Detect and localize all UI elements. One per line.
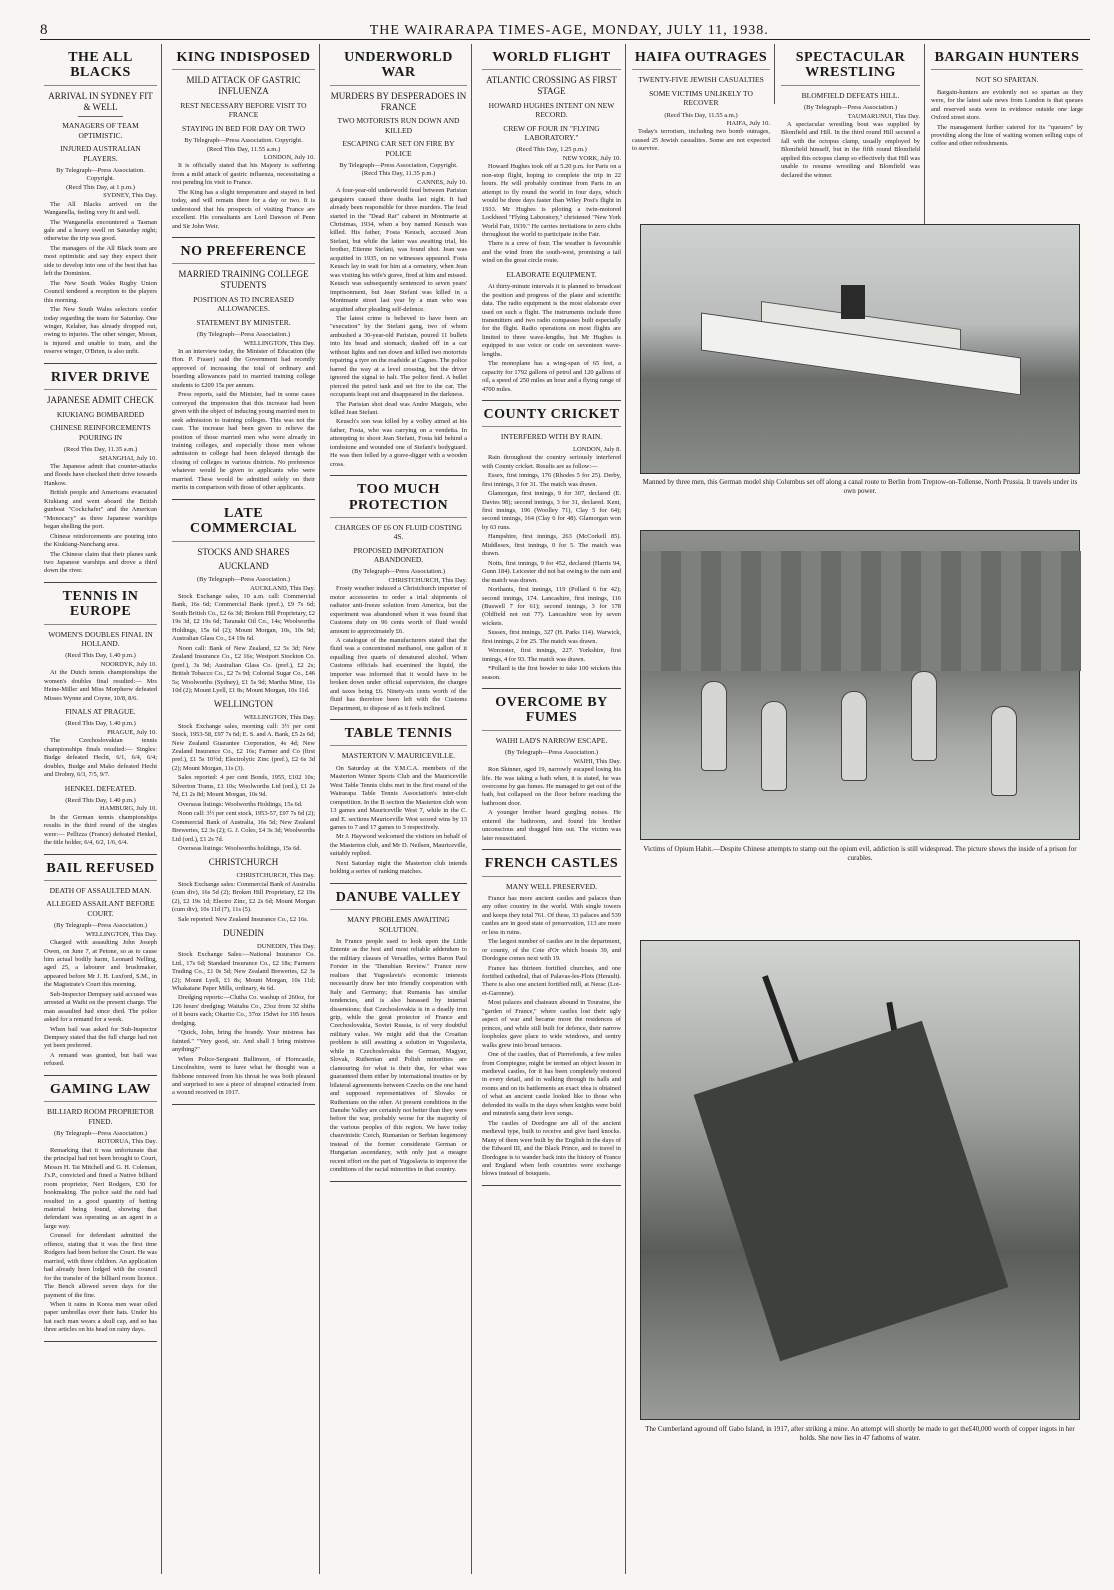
headline: KING INDISPOSED <box>172 50 315 70</box>
paragraph: Overseas listings: Woolworths holdings, 15s 6d. <box>178 845 302 852</box>
column-2 <box>168 44 320 1574</box>
subheadline: FINALS AT PRAGUE. <box>65 707 136 717</box>
article-too-much-protection <box>330 482 467 720</box>
subheadline: KIUKIANG BOMBARDED <box>56 409 145 419</box>
paragraph: The All Blacks arrived on the Wanganella, feeling very fit and well. <box>44 200 157 217</box>
paragraph: Counsel for defendant admitted the offence, stating that it was the first time Rodgers had been before the Court. He was married, with three children. An application had already been lodged with the council for the transfer of the billiard room licence. The Bench allowed seven days for the payment of the fine. <box>44 1232 157 1299</box>
subheadline: JAPANESE ADMIT CHECK <box>46 395 155 406</box>
headline: DANUBE VALLEY <box>330 890 467 910</box>
dateline: (By Telegraph—Press Association.) <box>196 576 291 584</box>
paragraph: Dredging reports:—Clutha Co. washup of 260oz, for 126 hours' dredging; Waitahu Co., 23oz from 32 shifts of 8 hours each; Okarito Co., 37oz 15dwt for 195 hours dredging. <box>172 994 315 1027</box>
paragraph: Glamorgan, first innings, 9 for 307, declared (E. Davies 98); second innings, 3 for 31, declared. Kent, first innings, 196 (Woolley 71), Clay 5 for 64); second innings, 164 (Clay 6 for 48). Glamorgan won by 63 runs. <box>482 490 621 531</box>
paragraph: It is officially stated that his Majesty is suffering from a mild attack of gastric influenza, necessitating a rest pending his visit to France. <box>172 162 315 187</box>
paragraph: Overseas listings: Woolworths Holdings, 15s 6d. <box>178 800 303 808</box>
dateline: SYDNEY, This Day. <box>103 192 157 200</box>
dateline: (Recd This Day, 11.35 a.m.) <box>63 446 138 454</box>
newspaper-title: THE WAIRARAPA TIMES-AGE, MONDAY, JULY 11, 1938. <box>369 23 769 38</box>
subheadline: TWENTY-FIVE JEWISH CASUALTIES <box>638 75 764 85</box>
article-tennis-in-europe <box>44 589 157 855</box>
column-5 <box>628 44 775 153</box>
subheadline: MANY WELL PRESERVED. <box>506 881 597 891</box>
paragraph: Ron Skinner, aged 19, narrowly escaped losing his life. He was taking a bath when, it is stated, he was overcome by gas fumes. He managed to get out of the bath, but collapsed on the floor before reaching the bathroom door. <box>482 766 621 807</box>
photo-caption: Manned by three men, this German model ship Columbus set off along a canal route to Berlin from Treptow-on-Tollense, North Prussia. It travels under its own power. <box>642 478 1078 496</box>
headline: NO PREFERENCE <box>172 244 315 264</box>
paragraph: A younger brother heard gurgling noises. He entered the bathroom, and found his brother unconscious and dragged him out. The victim was later resuscitated. <box>482 809 621 842</box>
article-river-drive <box>44 370 157 583</box>
building-shape <box>641 551 1081 671</box>
ship-funnel-shape <box>841 285 865 319</box>
paragraph: The largest number of castles are in the department, or county, of the Cote d'Or which boasts 39, and Dordogne comes next with 19. <box>482 938 621 963</box>
subheadline: MASTERTON V. MAURICEVILLE. <box>341 751 456 761</box>
dateline: (Recd This Day, 11.55 a.m.) <box>206 145 281 153</box>
paragraph: Today's terrorism, including two bomb outrages, caused 25 Jewish casualties. Some are not expected to survive. <box>632 128 770 153</box>
subheadline: ATLANTIC CROSSING AS FIRST STAGE <box>486 75 617 97</box>
subheadline: MURDERS BY DESPERADOES IN FRANCE <box>330 90 467 112</box>
city-heading: DUNEDIN <box>223 927 264 938</box>
headline: GAMING LAW <box>44 1082 157 1102</box>
article-king-indisposed <box>172 50 315 238</box>
subheadline: ELABORATE EQUIPMENT. <box>506 269 597 279</box>
paragraph: The New South Wales Rugby Union Council tendered a reception to the players this morning. <box>44 279 157 304</box>
city-heading: WELLINGTON <box>213 699 274 710</box>
subheadline: ALLEGED ASSAILANT BEFORE COURT. <box>46 899 155 918</box>
subheadline: ESCAPING CAR SET ON FIRE BY POLICE <box>342 139 455 158</box>
dateline: (By Telegraph—Press Association.) <box>504 749 599 757</box>
subheadline: MARRIED TRAINING COLLEGE STUDENTS <box>178 269 309 291</box>
paragraph: A catalogue of the manufacturers stated that the fluid was a concentrated methanol, one gallon of it equalling five quarts of denatured alcohol. When Customs officials had examined the liquid, the importer was informed that it would have to be broken down under official supervision, the charges and taxes being £6. Ninety-six cents worth of the fluid has therefore been left with the Customs Department, to dispose of as it feels inclined. <box>330 637 467 712</box>
paragraph: A remand was granted, but bail was refused. <box>44 1051 157 1068</box>
dateline: CANNES, July 10. <box>417 178 467 186</box>
paragraph: The managers of the All Black team are most optimistic and say they expect their side to develop into one of the best that has left the Dominion. <box>44 244 157 278</box>
paragraph: France has more ancient castles and palaces than any other country in the world. With single towers and keeps they total 761. Of these, 33 palaces and 539 castles are in good state of preservation, 113 are more or less in ruins. <box>482 894 621 936</box>
dateline: (By Telegraph—Press Association.) <box>351 568 446 576</box>
photo-opium-prison <box>640 530 1080 840</box>
paragraph: Northants, first innings, 119 (Pollard 6 for 42); second innings, 174. Lancashire, first innings, 116 (Buswell 7 for 61); second innings, 3 for 178 (Oldfield not out 77). Lancashire won by seven wickets. <box>482 586 621 627</box>
dateline: WELLINGTON, This Day. <box>85 930 157 938</box>
dateline: NEW YORK, July 10. <box>562 154 621 162</box>
dateline: (By Telegraph—Press Association.) <box>196 331 291 339</box>
dateline: (Recd This Day, 11.55 a.m.) <box>664 111 738 119</box>
subheadline: INTERFERED WITH BY RAIN. <box>500 432 603 442</box>
paragraph: Frosty weather induced a Christchurch importer of motor accessories to order a trial shipments of radiator anti-freeze solution from America, but the experiment was abandoned when it was found that Customs duty on 96 cents worth of fluid would amount to approximately £6. <box>330 585 467 635</box>
paragraph: Sub-Inspector Dempsey said accused was arrested at Waihi on the present charge. The man assaulted had since died. The police asked for a remand for a week. <box>44 990 157 1024</box>
paragraph: On Saturday at the Y.M.C.A. members of the Masterton Winter Sports Club and the Mauriceville West Table Tennis clubs met in the first round of the Wairarapa Table Tennis Association's inter-club competition. In the B section the Masterton club won 13 games and Mauriceville West 7, while in the C. and E. sections Mauriceville West scored wins by 13 games to 7 and 17 games to 3 respectively. <box>330 764 467 832</box>
paragraph: Remarking that it was unfortunate that the principal had not been brought to Court, Messrs H. Tai Mitchell and G. H. Coleman, J's.P., convicted and fined a Native billiard room proprietor, Neri Rodgers, £30 for bookmaking. The police said the raid had resulted in a good quantity of betting material being found, showing that defendant was operating as an agent in a large way. <box>44 1146 157 1230</box>
paragraph: The Chinese claim that their planes sank two Japanese warships and drove a third down the river. <box>44 550 157 575</box>
subheadline: CHINESE REINFORCEMENTS POURING IN <box>50 423 151 442</box>
subheadline: PROPOSED IMPORTATION ABANDONED. <box>353 545 444 565</box>
dateline: (Recd This Day, 1.25 p.m.) <box>516 146 587 154</box>
headline: RIVER DRIVE <box>44 370 157 390</box>
paragraph: Rain throughout the country seriously interfered with County cricket. Results are as follow:— <box>482 454 621 470</box>
paragraph: Noon call: 3½ per cent stock, 1953-57, £97 7s 6d (2); Commercial Bank of Australia, 16s 5d; New Zealand Breweries, £2 3s (2); G. J. Coles, £4 3s 3d; Woolworths Ltd (ord.), £1 2s 7d. <box>172 810 315 843</box>
paragraph: "Quick, John, bring the brandy. Your mistress has fainted." "Very good, sir. And shall I bring mistress anything?" <box>172 1029 315 1054</box>
article-danube-valley <box>330 890 467 1182</box>
article-county-cricket <box>482 407 621 689</box>
paragraph: The monoplane has a wing-span of 65 feet, a capacity for 1792 gallons of petrol and 120 gallons of oil, a speed of 250 miles an hour and a flying range of 4700 miles. <box>482 360 621 393</box>
subheadline: INJURED AUSTRALIAN PLAYERS. <box>60 144 141 163</box>
subheadline: HOWARD HUGHES INTENT ON NEW RECORD. <box>488 100 615 120</box>
subheadline: CREW OF FOUR IN "FLYING LABORATORY." <box>503 123 600 143</box>
paragraph: At the Dutch tennis championships the women's doubles final resulted:— Mrs Heine-Miller and Miss Morpherw defeated Misses Wynne and Coyne, 10/8, 8/6. <box>44 669 157 702</box>
paragraph: Notts, first innings, 9 for 452, declared (Harris 94, Gunn 184). Leicester did not bat owing to the rain and the match was drawn. <box>482 559 621 584</box>
paragraph: Stock Exchange Sales:—National Insurance Co. Ltd., 17s 6d; Standard Insurance Co., £2 18s; Farmers Trading Co., £1 0s 5d; New Zealand Breweries, £2 3s (2); Mount Lyell, £1 8s; Mount Morgan, 10s 11d; Whakatane Paper Mills, ordinary, 4s 6d. <box>172 951 315 992</box>
subheadline: ARRIVAL IN SYDNEY FIT & WELL <box>48 90 153 112</box>
paragraph: The castles of Dordogne are all of the ancient medieval type, built to receive and give hard knocks. Many of them were built by the English in the days of the Edward III, and the Black Prince, and to travel in Dordogne is to wander back into the history of France and England when both countries were exchange blows instead of bouquets. <box>482 1119 621 1178</box>
subheadline: BLOMFIELD DEFEATS HILL. <box>801 90 900 100</box>
paragraph: In the German tennis championships results in the third round of the singles were:— Pellizza (France) defeated Henkel, the title holder, 6/4, 6/2, 1/6, 6/4. <box>44 813 157 847</box>
dateline: TAUMARUNUI, This Day. <box>847 112 920 120</box>
headline: TENNIS IN EUROPE <box>44 589 157 625</box>
figure-shape <box>701 681 727 771</box>
dateline: (Recd This Day, 1.40 p.m.) <box>65 796 136 804</box>
paragraph: The King has a slight temperature and stayed in bed today, and will remain there for a day or two. It is understood that his prospects of visiting France are excellent. His consultants are Lord Dawson of Penn and Sir John Weir. <box>172 188 315 230</box>
paragraph: A spectacular wrestling bout was supplied by Blomfield and Hill. In the third round Hill secured a fall with the octopus clamp, usually employed by Blomfield himself, but in the fifth round Blomfield applied this octopus clamp so effectively that Hill was unable to resume wrestling and Blomfield was declared the winner. <box>781 121 920 179</box>
paragraph: Charged with assaulting John Joseph Owen, on June 7, at Petone, so as to cause him actual bodily harm, Leonard Nelling, aged 25, a labourer and brushmaker, appeared before Mr J. H. Luxford, S.M., in the Magistrate's Court this morning. <box>44 939 157 989</box>
figure-shape <box>841 691 867 781</box>
paragraph: There is a crew of four. The weather is favourable and the wind from the south-west, promising a tail wind on the great circle route. <box>482 240 621 265</box>
subheadline: MILD ATTACK OF GASTRIC INFLUENZA <box>186 75 301 97</box>
paragraph: Press reports, said the Minister, had in some cases conveyed the impression that this increase had been given with the object of inducing young married men to seek admission to training colleges. This was not the case. The increase had been given to relieve the position of those married men who were already in training colleges, and especially those men whose admission to college had been delayed through the closing of colleges in various districts. No preference whatever would be given to applicants who were married. These would be admitted solely on their merits in comparison with those of other applicants. <box>172 391 315 492</box>
photo-caption: Victims of Opium Habit.—Despite Chinese attempts to stamp out the opium evil, addiction is still widespread. The picture shows the inside of a prison for curables. <box>643 845 1077 863</box>
subheadline: STATEMENT BY MINISTER. <box>196 317 291 327</box>
column-4 <box>478 44 626 1574</box>
figure-shape <box>761 701 787 791</box>
subheadline: NOT SO SPARTAN. <box>975 75 1039 85</box>
paragraph: Stock Exchange sales, 10 a.m. call: Commercial Bank, 16s 6d; Commercial Bank (pref.), £9 7s 6d; South British Co., £2 6s 3d; Broken Hill Proprietary, £2 19s 3d, £2 19s 6d; Taranaki Oil Co., 14s; Woolworths Holdings, 15s 6d (2); Mount Morgan, 10s, 10s 9d; Australian Glass Co., £4 19s 6d. <box>172 592 315 643</box>
masthead <box>40 20 1090 40</box>
paragraph: Noon call: Bank of New Zealand, £2 5s 3d; New Zealand Insurance Co., £2 16s; Westport Stockton Co. (pref.), 3s 9d; Australian Glass Co. (pref.), £2 2s; British Tobacco Co., £2 7s 9d; Colonial Sugar Co., £46 5s; Woolworths (Sydney), £1 5s 9d; Martha Mine, 11s 10d (2); Mount Lyell, £1 8s; Mount Morgan, 10s 11d. <box>172 644 315 694</box>
paragraph: Essex, first innings, 176 (Rhodes 5 for 25). Derby, first innings, 3 for 31. The match was drawn. <box>482 472 621 488</box>
paragraph: Bargain-hunters are evidently not so spartan as they were, for the latest sale news from London is that queues and reserved seats were in evidence outside one large Oxford street store. <box>931 88 1083 122</box>
dateline: AUCKLAND, This Day. <box>250 584 315 592</box>
photo-model-ship <box>640 224 1080 474</box>
paragraph: The Czechoslovakian tennis championships finals resulted:— Singles: Budge defeated Hecht, 6/1, 6/4, 6/4; doubles, Budge and Mako defeated Hecht and Drobny, 6/3, 7/5, 9/7. <box>44 737 157 779</box>
headline: FRENCH CASTLES <box>482 856 621 876</box>
paragraph: The latest crime is believed to have been an "execution" by the Stefani gang, two of whom ambushed a 30-year-old Parisian, poured 11 bullets into his head and stomach, dashed off in a car without lights and ran down and killed two motorists repairing a tyre on the roadside at Cagnes. The police barred the way at a level crossing, but the driver ignored the signal to halt. The police fired. A bullet pierced the petrol tank and set fire to the car. The occupants leapt out and disappeared in the darkness. <box>330 314 467 399</box>
headline: COUNTY CRICKET <box>482 407 621 427</box>
paragraph: When it rains in Korea men wear oiled paper umbrellas over their hats. Under his hat each man wears a skull cap, and so has three articles on his head on rainy days. <box>44 1301 157 1334</box>
column-1 <box>40 44 162 1574</box>
subheadline: CHARGES OF £6 ON FLUID COSTING 4S. <box>335 522 462 542</box>
article-all-blacks <box>44 50 157 364</box>
dateline: (Recd This Day, 1.40 p.m.) <box>65 720 136 728</box>
photo-caption: The Cumberland aground off Gabo Island, in 1917, after striking a mine. An attempt will shortly be made to get the£40,000 worth of copper ingots in her holds. She now lies in 47 fathoms of water. <box>645 1425 1075 1443</box>
headline: WORLD FLIGHT <box>482 50 621 70</box>
paragraph: When Police-Sergeant Bullimore, of Horncastle, Lincolnshire, went to have what he thought was a fishbone removed from his throat he was both pleased and surprised to see a piece of shrapnel extracted from a wound received in 1917. <box>172 1055 315 1097</box>
paragraph: Sale reported: New Zealand Insurance Co., £2 16s. <box>178 915 309 923</box>
subheadline: MANY PROBLEMS AWAITING SOLUTION. <box>347 915 450 934</box>
paragraph: Worcester, first innings, 227. Yorkshire, first innings, 4 for 93. The match was drawn. <box>482 647 621 663</box>
paragraph: The Wanganella encountered a Tasman gale and a heavy swell on Saturday night; otherwise the trip was good. <box>44 218 157 243</box>
article-underworld-war <box>330 50 467 476</box>
dateline: By Telegraph—Press Association. Copyright. <box>184 137 303 145</box>
dateline: HAIFA, July 10. <box>726 119 770 127</box>
wreck-hull-shape <box>694 1021 1009 1361</box>
headline: BARGAIN HUNTERS <box>931 50 1083 70</box>
paragraph: Stock Exchange sales, morning call: 3½ per cent Stock, 1953-58, £97 7s 6d; E. S. and A. Bank, £5 2s 6d; New Zealand Guarantee Corporation, 4s 4d; New Zealand Insurance Co., £2 16s; Farmer and Co (first pref.), £1 5s 10½d; Electrolytic Zinc (pref.), £2 6s 3d (2); Mount Morgan, 11s (3). <box>172 722 315 772</box>
headline: BAIL REFUSED <box>44 861 157 881</box>
article-french-castles <box>482 856 621 1186</box>
paragraph: The Japanese admit that counter-attacks and floods have checked their drive towards Hankow. <box>44 462 157 487</box>
dateline: (By Telegraph—Press Association.) <box>53 1129 148 1137</box>
paragraph: Stock Exchange sales: Commercial Bank of Australia (cum div), 16s 5d (2); Broken Hill Proprietary, £2 19s (2), £2 19s 1d; Electro Zinc, £2 2s 6d; Mount Morgan (cum div), 10s 11d (7), 11s (5). <box>172 880 316 914</box>
dateline: CHRISTCHURCH, This Day. <box>388 576 467 584</box>
paragraph: In France people used to look upon the Little Entente as the best and most reliable addendum to the military clauses of Versailles, writes Baron Paul Forster in the "Danubian Review." France now realises that Yugoslavia's economic interests necessarily draw her into friendly cooperation with Italy and Germany; that Rumania has similar tendencies, and is also harassed by internal dissensions; that Czechoslovakia is in a deadly iron grip, while the great protector of France and Czechoslovakia, Soviet Russia, is of very doubtful military value. We might add that the Croatian problem is still awaiting a solution in Yugoslavia, while in Czechoslovakia the German, Magyar, Slovak, Ruthenian and Polish minorities are clamouring for what is their due, for what was guaranteed them either by international treaties or by bilateral agreements between Czechs on the one hand and supposed representatives of Slovaks or Ruthenians on the other. At present conditions in the Danube Valley are certainly not better than they were before the war, probably worse for the majority of the various peoples of this region. We have today chauvinistic Czech, Rumanian or Serbian hegemony instead of the former considerate German or Hungarian ascendancy, with only just a meagre recent effort on the part of Yugoslavia to improve the conditions of the racial minorities in that country. <box>330 937 467 1174</box>
subheadline: HENKEL DEFEATED. <box>64 783 137 793</box>
paragraph: Chinese reinforcements are pouring into the Kiukiang-Nanchang area. <box>44 532 157 549</box>
dateline: ROTORUA, This Day. <box>97 1138 157 1146</box>
dateline: By Telegraph—Press Association. Copyright. <box>56 166 145 183</box>
paragraph: One of the castles, that of Pierrefonds, a few miles from Compiegne, might be termed an object lesson in medieval castles, for it has been completely restored in every detail, and in walking through its halls and rooms and on its battlements an exact idea is obtained of what an ancient castle looked like to those who defended its walls in the days when knights were bold and minstrels sang their love songs. <box>482 1051 621 1118</box>
dateline: HAMBURG, July 10. <box>99 805 157 813</box>
paragraph: A four-year-old underworld feud between Parisian gangsters caused three deaths last night. It had already been responsible for three murders. The feud started in the "Dead Rat" cabaret in Montmarte at Christmas, 1934, when a boy named Keusch was killed. His father, Fosta Keusch, accused Jean Stefani, but while the latter was awaiting trial, his brother, Etienne Stefani, was found shot. Jean was acquitted in 1935, on no witnesses appeared. Fosta Keusch lay in wait for him at a cemetery, when Jean was visiting his wife's grave, fired at him and missed. Keusch was subsequently sentenced to seven years' imprisonment, but Jean Stefani was killed in a Montmarte street last year by a man who was acquitted after pleading self-defence. <box>330 187 467 313</box>
article-no-preference <box>172 244 315 500</box>
dateline: (Recd This Day, at 1 p.m.) <box>66 183 135 191</box>
dateline: WELLINGTON, This Day. <box>243 339 315 347</box>
dateline: PRAGUE, July 10. <box>107 728 157 736</box>
headline: SPECTACULAR WRESTLING <box>781 50 920 86</box>
paragraph: *Pollard is the first bowler to take 100 wickets this season. <box>482 665 621 681</box>
dateline: CHRISTCHURCH, This Day. <box>236 872 315 880</box>
column-7 <box>927 44 1087 224</box>
paragraph: Sales reported: 4 per cent Bonds, 1955, £102 10s; Silverton Trams, £1 10s; Woolworths Ltd (ord.), £1 2s 7d, £1 2s 8d; Mount Morgan, 10s 9d. <box>172 774 315 799</box>
article-world-flight <box>482 50 621 401</box>
subheadline: TWO MOTORISTS RUN DOWN AND KILLED <box>337 116 460 135</box>
paragraph: Hampshire, first innings, 263 (McCorkell 85). Middlesex, first innings, 0 for 5. The match was drawn. <box>482 533 621 558</box>
paragraph: When bail was asked for Sub-Inspector Dempsey stated that the full charge had not yet been preferred. <box>44 1025 157 1050</box>
figure-shape <box>911 671 937 761</box>
dateline: WAIHI, This Day. <box>573 757 621 765</box>
column-6 <box>777 44 925 224</box>
paragraph: Next Saturday night the Masterton club intends holding a series of ranking matches. <box>330 859 467 876</box>
headline: TOO MUCH PROTECTION <box>330 482 467 518</box>
dateline: By Telegraph—Press Association, Copyright. <box>339 161 458 169</box>
dateline: LONDON, July 10. <box>263 153 315 161</box>
dateline: (By Telegraph—Press Association.) <box>803 104 898 112</box>
subheadline: STAYING IN BED FOR DAY OR TWO <box>181 123 306 133</box>
subheadline: BILLIARD ROOM PROPRIETOR FINED. <box>47 1107 154 1126</box>
dateline: WELLINGTON, This Day. <box>243 714 315 722</box>
photo-cumberland-wreck <box>640 940 1080 1420</box>
paragraph: The Parisian shot dead was Andre Marguis, who killed Jean Stefani. <box>330 400 467 416</box>
paragraph: Mr J. Haywood welcomed the visitors on behalf of the Masterton club, and Mr D. Neilsen, Mauriceville, suitably replied. <box>330 833 467 858</box>
paragraph: Sussex, first innings, 327 (H. Parks 114). Warwick, first innings, 2 for 25. The match was drawn. <box>482 629 621 645</box>
article-table-tennis <box>330 726 467 884</box>
page-number: 8 <box>40 22 49 38</box>
dateline: LONDON, July 8. <box>572 445 621 453</box>
dateline: (By Telegraph—Press Association.) <box>53 922 148 930</box>
subheadline: WOMEN'S DOUBLES FINAL IN HOLLAND. <box>48 629 153 649</box>
article-gaming-law <box>44 1082 157 1342</box>
paragraph: British people and Americans evacuated Kiukiang and went aboard the British gunboat "Cockchafer" and the American "Monocacy" as three Japanese warships began shelling the port. <box>44 489 157 531</box>
article-overcome-by-fumes <box>482 695 621 850</box>
subheadline: STOCKS AND SHARES <box>197 546 290 557</box>
article-bail-refused <box>44 861 157 1076</box>
figure-shape <box>991 706 1017 796</box>
article-late-commercial <box>172 506 315 1105</box>
paragraph: Most palaces and chateaux abound in Touraine, the "garden of France," where castles lost their ugly aspect of war and became more the residences of princes, and while still built for defence, their narrow loopholes gave place to wide windows, and sentry walks grew into broad terraces. <box>482 999 621 1049</box>
paragraph: The New South Wales selectors confer today regarding the team for Saturday. One winger, Kelaher, has already dropped out, owing to injuries. The other winger, Moran, is injured and unable to train, and the reserve winger, O'Brien, is also unfit. <box>44 306 157 356</box>
headline: HAIFA OUTRAGES <box>632 50 770 70</box>
paragraph: In an interview today, the Minister of Education (the Hon. P. Fraser) said the Government had recently approved of increasing the total of ordinary and boarding allowances paid to married training college students to £209 15s per annum. <box>172 348 315 389</box>
subheadline: DEATH OF ASSAULTED MAN. <box>49 886 152 896</box>
dateline: NOORDYK, July 10. <box>100 660 157 668</box>
subheadline: POSITION AS TO INCREASED ALLOWANCES. <box>193 295 294 314</box>
subheadline: MANAGERS OF TEAM OPTIMISTIC. <box>62 121 139 140</box>
subheadline: REST NECESSARY BEFORE VISIT TO FRANCE <box>180 100 307 120</box>
paragraph: Howard Hughes took off at 5.20 p.m. for Paris on a non-stop flight, hoping to complete the trip in 22 hours. He will probably continue from Paris in an attempt to fly round the world in four days, which would be three days faster than Wiley Post's flight in 1933. Mr Hughes is piloting a twin-motored Lockheed "Flying Laboratory," christened "New York World Fair, 1939." He carries invitations to zero clubs throughout the world to participate in the Fair. <box>482 163 621 238</box>
paragraph: At thirty-minute intervals it is planned to broadcast the position and progress of the plane and scientific data. The radio equipment is the most elaborate ever used on such a flight. The instruments include three transmitters and two radio compasses built especially for the flight. Radio operations on most flights are limited to three wave-lengths, but Mr Hughes is equipped to use voice or code on seventeen wave-lengths. <box>482 283 621 358</box>
column-3 <box>326 44 472 1574</box>
headline: UNDERWORLD WAR <box>330 50 467 86</box>
paragraph: The management further catered for its "queuers" by providing along the line of waiting women selling cups of coffee and other refreshments. <box>931 123 1083 148</box>
dateline: (Recd This Day, 11.35 p.m.) <box>361 170 436 178</box>
paragraph: France has thirteen fortified churches, and one fortified cathedral, that of Palavas-les-Flots (Herault). There is also one ancient fortified mill, at Nerac (Lot-et-Garonne). <box>482 964 621 997</box>
headline: LATE COMMERCIAL <box>172 506 315 542</box>
headline: OVERCOME BY FUMES <box>482 695 621 731</box>
paragraph: Keusch's son was killed by a volley aimed at his father, Fosta, who was carrying on a vendetta. In attempting to shoot Jean Stefani, Fosta hid behind a tombstone and wounded one of Stefani's bodyguard. He was then felled by a grave-digger with a wooden cross. <box>330 418 467 468</box>
dateline: SHANGHAI, July 10. <box>99 454 157 462</box>
headline: THE ALL BLACKS <box>44 50 157 86</box>
subheadline: SOME VICTIMS UNLIKELY TO RECOVER <box>649 88 753 108</box>
dateline: (Recd This Day, 1.40 p.m.) <box>65 652 136 660</box>
headline: TABLE TENNIS <box>330 726 467 746</box>
dateline: DUNEDIN, This Day. <box>257 942 315 950</box>
city-heading: CHRISTCHURCH <box>208 857 279 868</box>
subheadline: WAIHI LAD'S NARROW ESCAPE. <box>495 735 608 745</box>
city-heading: AUCKLAND <box>218 561 269 572</box>
